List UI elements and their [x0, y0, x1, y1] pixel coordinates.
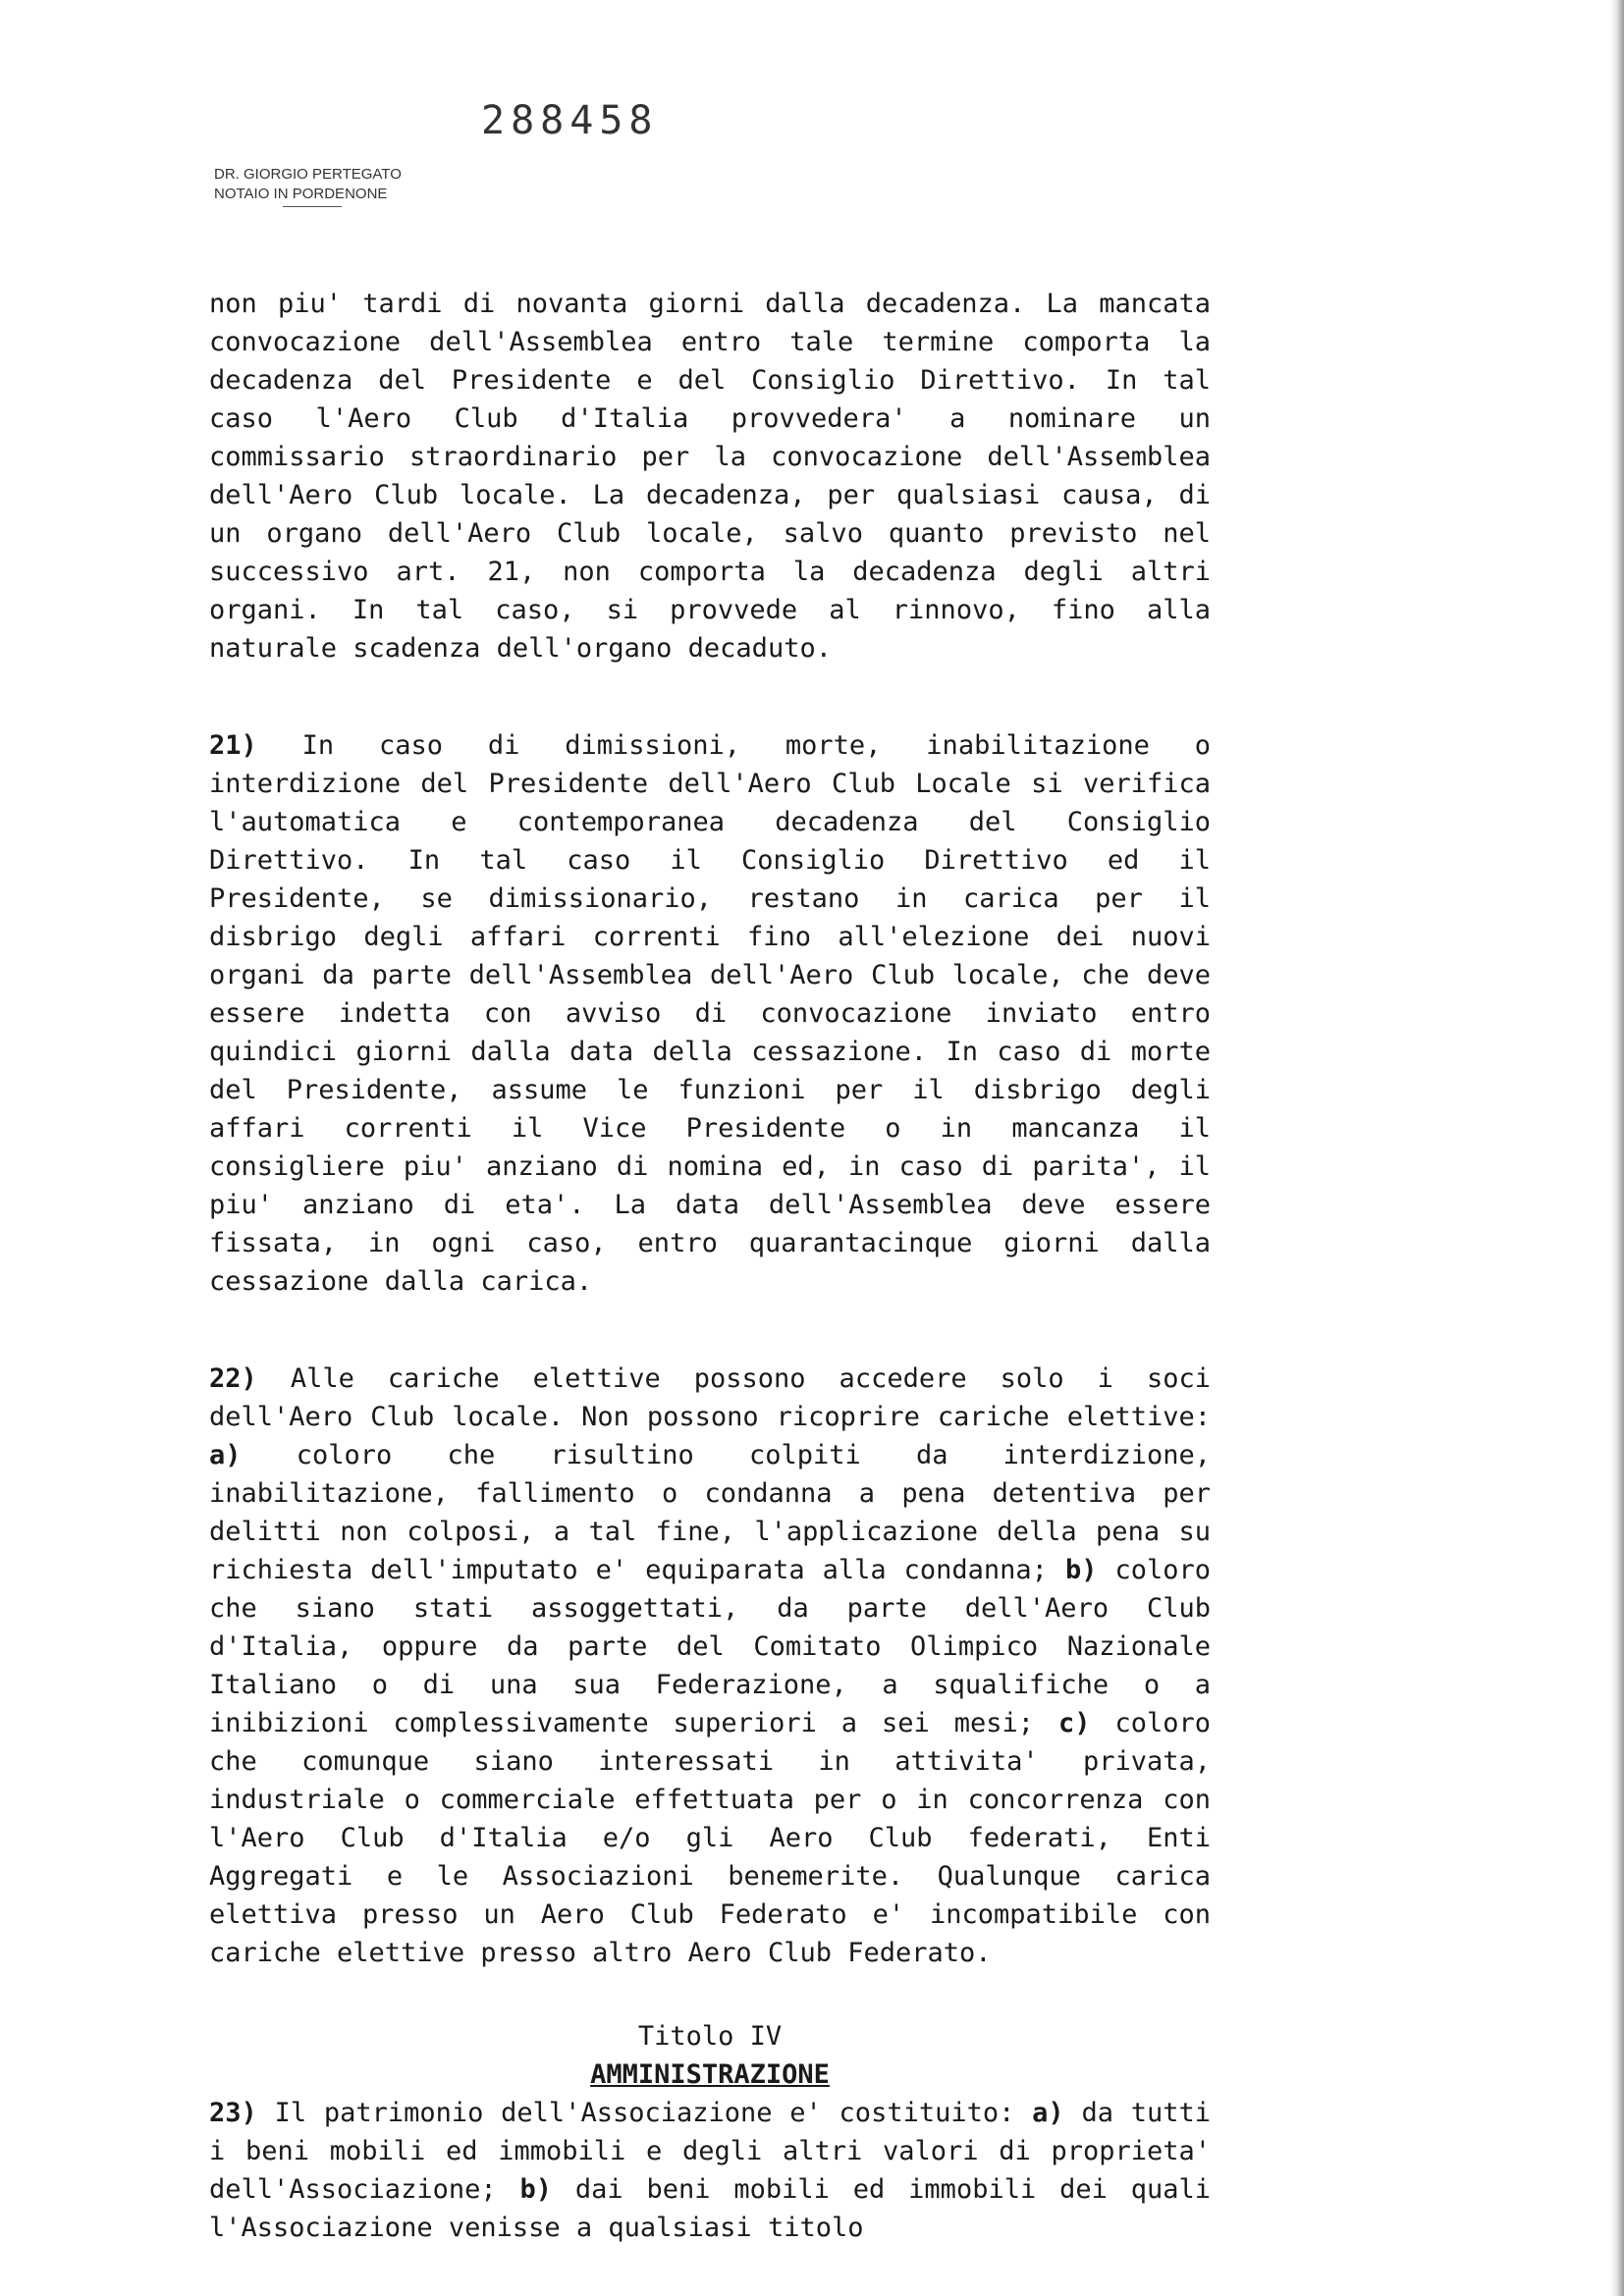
article-21-text: In caso di dimissioni, morte, inabilitazione o interdizione del Presidente dell'Aero Club Locale si verifica l'automatica e contemporanea decadenza del Consiglio Direttivo. In tal caso il Consiglio Direttivo ed il Presidente, se dimissionario, restano in carica per il disbrigo degli affari correnti fino all'elezione dei nuovi organi da parte dell'Assemblea dell'Aero Club locale, che deve essere indetta con avviso di convocazione inviato entro quindici giorni dalla data della cessazione. In caso di morte del Presidente, assume le funzioni per il disbrigo degli affari correnti il Vice Presidente o in mancanza il consigliere piu' anziano di nomina ed, in caso di parita', il piu' anziano di eta'. La data dell'Assemblea deve essere fissata, in ogni caso, entro quarantacinque giorni dalla cessazione dalla carica.: [209, 730, 1211, 1297]
article-22: [209, 1360, 1211, 1972]
article-23-number: 23): [209, 2098, 257, 2128]
section-subtitle: AMMINISTRAZIONE: [590, 2059, 830, 2090]
article-23-text-2: da tutti i beni mobili ed immobili e degli altri valori di proprieta' dell'Associazione;: [209, 2098, 1212, 2205]
section-heading: [209, 2017, 1211, 2094]
article-22-item-b-marker: b): [1064, 1555, 1098, 1585]
paragraph-intro-text: non piu' tardi di novanta giorni dalla decadenza. La mancata convocazione dell'Assemblea entro tale termine comporta la decadenza del Presidente e del Consiglio Direttivo. In tal caso l'Aero Club d'Italia provvedera' a nominare un commissario straordinario per la convocazione dell'Assemblea dell'Aero Club locale. La decadenza, per qualsiasi causa, di un organo dell'Aero Club locale, salvo quanto previsto nel successivo art. 21, non comporta la decadenza degli altri organi. In tal caso, si provvede al rinnovo, fino alla naturale scadenza dell'organo decaduto.: [209, 289, 1211, 664]
stamp-underline: [283, 206, 342, 207]
notary-stamp: [214, 165, 402, 207]
article-22-text-4: coloro che comunque siano interessati in attivita' privata, industriale o commerciale effettuata per o in concorrenza con l'Aero Club d'Italia e/o gli Aero Club federati, Enti Aggregati e le Associazioni benemerite. Qualunque carica elettiva presso un Aero Club Federato e' incompatibile con cariche elettive presso altro Aero Club Federato.: [209, 1708, 1212, 1968]
scan-edge-shadow: [1610, 0, 1624, 2296]
article-23-text-3: dai beni mobili ed immobili dei quali l'Associazione venisse a qualsiasi titolo: [209, 2174, 1211, 2243]
document-number: 288458: [481, 98, 659, 143]
document-body: [209, 285, 1211, 2247]
article-23-text-1: Il patrimonio dell'Associazione e' costituito:: [274, 2098, 1015, 2128]
article-22-text-1: Alle cariche elettive possono accedere solo i soci dell'Aero Club locale. Non possono ricoprire cariche elettive:: [209, 1363, 1211, 1432]
notary-name: DR. GIORGIO PERTEGATO: [214, 166, 402, 183]
article-22-text-2: coloro che risultino colpiti da interdizione, inabilitazione, fallimento o condanna a pena detentiva per delitti non colposi, a tal fine, l'applicazione della pena su richiesta dell'imputato e' equiparata alla condanna;: [209, 1440, 1211, 1585]
article-23-item-a-marker: a): [1032, 2098, 1064, 2128]
notary-location: NOTAIO IN PORDENONE: [214, 186, 388, 202]
article-21-number: 21): [209, 730, 257, 761]
article-22-item-c-marker: c): [1057, 1708, 1091, 1738]
article-22-number: 22): [209, 1363, 257, 1394]
section-title: Titolo IV: [637, 2021, 783, 2052]
article-22-text-3: coloro che siano stati assoggettati, da parte dell'Aero Club d'Italia, oppure da parte del Comitato Olimpico Nazionale Italiano o di una sua Federazione, a squalifiche o a inibizioni complessivamente superiori a sei mesi;: [209, 1555, 1212, 1738]
article-23-item-b-marker: b): [519, 2174, 552, 2205]
article-21: [209, 726, 1211, 1301]
article-22-item-a-marker: a): [209, 1440, 242, 1470]
article-23: [209, 2094, 1211, 2247]
paragraph-intro: [209, 285, 1211, 667]
